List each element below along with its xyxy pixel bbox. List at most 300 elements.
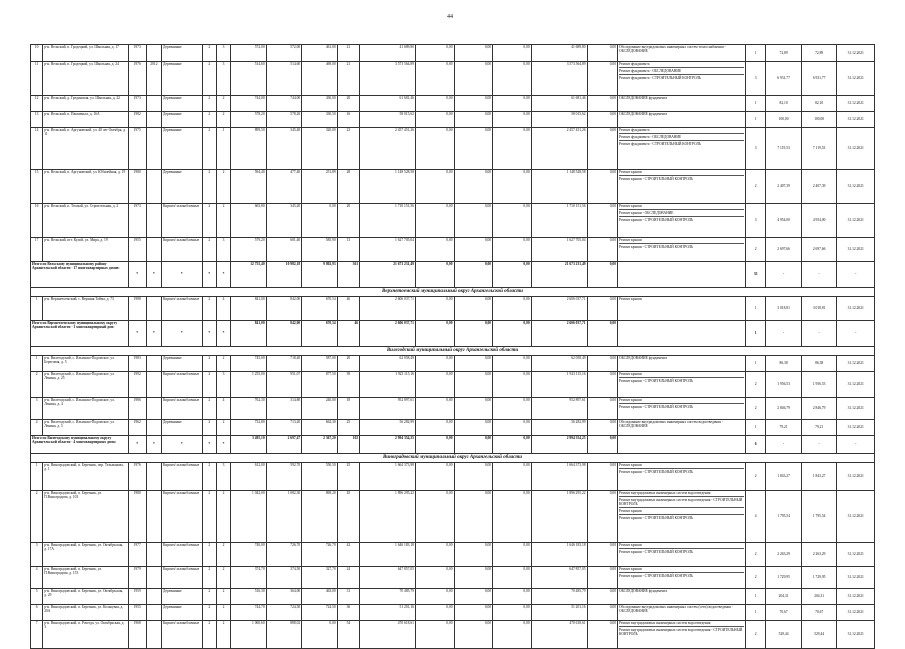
table-cell: Кирпич/ шлакоблочные: [162, 297, 203, 321]
table-row: [31, 62, 875, 96]
table-cell: 4: [216, 398, 230, 420]
table-cell: 61 681,46: [360, 96, 416, 112]
table-cell: р-н. Виноградовский, п. Березник, ул. П.Виноградова, д. 153: [43, 567, 128, 589]
section-title: Виноградовский муниципальный округ Архангельской области: [31, 454, 875, 463]
table-cell: 1980: [128, 170, 146, 204]
table-cell: 46: [337, 321, 359, 347]
table-cell: *: [162, 321, 203, 347]
table-cell: 0,00: [493, 420, 532, 436]
table-cell: 345,20: [266, 204, 302, 238]
table-cell: 0,00: [415, 567, 454, 589]
table-cell: 345,40: [266, 128, 302, 170]
table-cell: 1 646 183,18: [360, 543, 416, 567]
table-cell: 1 646 183,18: [531, 543, 587, 567]
table-cell: Деревянные: [162, 112, 203, 128]
table-cell: 18: [337, 398, 359, 420]
table-cell: р-н. Вельский, п. Гродецкий, ул. Школьная, д. 17: [43, 45, 128, 62]
table-cell: 31.12.2021: [837, 297, 875, 321]
table-cell: 1: [31, 463, 43, 491]
table-cell: 2: [202, 605, 216, 621]
table-cell: 0,00: [493, 321, 532, 347]
building-repair-table: [30, 44, 875, 649]
table-row: [31, 170, 875, 204]
table-cell: [146, 605, 161, 621]
table-cell: 58 015,62: [531, 112, 587, 128]
table-cell: 2 846,79: [801, 398, 837, 420]
work-item: Ремонт крыши: [619, 509, 744, 515]
table-cell: 601,40: [266, 238, 302, 262]
table-cell: 2: [216, 621, 230, 649]
table-cell: 1 627 705,04: [360, 238, 416, 262]
table-cell: 2 407,39: [801, 170, 837, 204]
works-cell: [618, 297, 746, 321]
table-cell: *: [202, 262, 216, 288]
table-cell: 0,00: [415, 204, 454, 238]
table-cell: 740,00: [231, 543, 267, 567]
table-row: [31, 112, 875, 128]
table-cell: 1: [746, 96, 766, 112]
work-item: Ремонт крыши - ОБСЛЕДОВАНИЕ: [619, 211, 744, 217]
table-cell: 1 795,54: [801, 491, 837, 543]
table-cell: р-н. Виноградовский, п. Березник, ул. Кольцевая, д. 20А: [43, 605, 128, 621]
table-cell: 1 729,95: [766, 567, 802, 589]
table-cell: 2012: [146, 62, 161, 96]
table-cell: 745,00: [231, 356, 267, 372]
table-cell: 70,67: [801, 605, 837, 621]
table-cell: [146, 238, 161, 262]
table-cell: р-н. Вилегодский, с. Ильинско-Подомское, ул. Береговая, д. 5: [43, 356, 128, 372]
table-cell: 0,00: [302, 621, 338, 649]
table-cell: 21 673 231,49: [531, 262, 587, 288]
work-item: Ремонт крыши - СТРОИТЕЛЬНЫЙ КОНТРОЛЬ: [619, 245, 694, 250]
section-header-row: [31, 454, 875, 463]
table-cell: 1955: [128, 238, 146, 262]
total-label: Итого по Вельскому муниципальному району Архангельской области - 17 многоквартирных домов:: [31, 262, 129, 288]
table-cell: Деревянные: [162, 96, 203, 112]
table-cell: 1: [216, 128, 230, 170]
table-cell: 2: [746, 372, 766, 398]
table-cell: 0,00: [493, 238, 532, 262]
table-cell: 0,00: [454, 420, 493, 436]
table-cell: 0,00: [415, 96, 454, 112]
table-cell: 578,20: [266, 112, 302, 128]
table-cell: 0,00: [587, 356, 617, 372]
table-cell: 951,07: [266, 372, 302, 398]
table-cell: 1 956,53: [766, 372, 802, 398]
works-cell: [618, 420, 746, 436]
table-cell: 2: [746, 463, 766, 491]
table-cell: р-н. Вилегодский, с. Ильинско-Подомское, ул. Ленина, д. 5: [43, 420, 128, 436]
table-cell: 41 689,80: [360, 45, 416, 62]
table-cell: 0,00: [454, 543, 493, 567]
works-cell: [618, 463, 746, 491]
table-cell: -: [766, 436, 802, 454]
table-cell: 3 018,81: [801, 297, 837, 321]
works-cell: [618, 567, 746, 589]
table-cell: 2: [31, 491, 43, 543]
table-cell: 7 119,53: [801, 128, 837, 170]
work-item: Ремонт крыши - СТРОИТЕЛЬНЫЙ КОНТРОЛЬ: [619, 550, 694, 555]
work-item: Ремонт внутридомовых инженерных систем водоотведения - СТРОИТЕЛЬНЫЙ КОНТРОЛЬ: [619, 498, 744, 508]
works-cell: [618, 128, 746, 170]
table-cell: 70 485,79: [360, 589, 416, 605]
table-cell: 516,30: [231, 589, 267, 605]
table-cell: 1 148 528,58: [360, 170, 416, 204]
table-cell: 13: [337, 238, 359, 262]
table-cell: 1 795,54: [766, 491, 802, 543]
work-item: Ремонт крыши: [619, 238, 744, 244]
section-header-row: [31, 347, 875, 356]
work-item: Ремонт внутридомовых инженерных систем водоотведения - СТРОИТЕЛЬНЫЙ КОНТРОЛЬ: [619, 628, 743, 637]
table-cell: 2: [202, 398, 216, 420]
table-cell: 0,00: [587, 62, 617, 96]
table-cell: 0,00: [454, 621, 493, 649]
table-cell: 2: [202, 356, 216, 372]
table-row: [31, 204, 875, 238]
table-cell: 6 931,77: [766, 62, 802, 96]
works-cell: [618, 621, 746, 649]
table-cell: -: [837, 262, 875, 288]
table-cell: 2: [202, 621, 216, 649]
table-cell: 31.12.2021: [837, 45, 875, 62]
table-cell: р-н. Вельский, пгт. Кулой, ул. Мира, д. 19: [43, 238, 128, 262]
table-cell: 0,00: [587, 543, 617, 567]
table-cell: 585,90: [302, 238, 338, 262]
table-row: [31, 589, 875, 605]
table-cell: 724,50: [302, 605, 338, 621]
table-cell: 31.12.2021: [837, 605, 875, 621]
table-cell: 2 846,79: [766, 398, 802, 420]
table-cell: [146, 372, 161, 398]
table-cell: р-н. Вилегодский, с. Ильинско-Подомское, ул. Ленина, д. 4: [43, 398, 128, 420]
table-cell: 21: [337, 45, 359, 62]
table-cell: [146, 112, 161, 128]
table-cell: 31.12.2021: [837, 567, 875, 589]
table-cell: [146, 398, 161, 420]
table-cell: 364,00: [266, 589, 302, 605]
table-cell: 612,00: [231, 463, 267, 491]
table-cell: -: [837, 321, 875, 347]
table-cell: 82,10: [801, 96, 837, 112]
table-cell: 2: [202, 543, 216, 567]
table-cell: Деревянные: [162, 62, 203, 96]
table-cell: [146, 356, 161, 372]
table-cell: 0,00: [454, 96, 493, 112]
works-cell: [618, 543, 746, 567]
table-cell: 56 282,99: [360, 420, 416, 436]
table-cell: 587,00: [302, 356, 338, 372]
table-cell: 0,00: [587, 420, 617, 436]
table-cell: 6: [31, 605, 43, 621]
works-cell: [618, 605, 746, 621]
work-item: Ремонт фундамента: [619, 62, 744, 68]
table-cell: 1 843,27: [801, 463, 837, 491]
table-cell: р-н. Виноградовский, п. Березник, пер. Тельманова, д. 1: [43, 463, 128, 491]
table-cell: 1 060,60: [231, 621, 267, 649]
table-cell: 1992: [128, 372, 146, 398]
table-cell: 0,00: [493, 567, 532, 589]
table-cell: 2: [216, 491, 230, 543]
table-cell: 888,02: [266, 621, 302, 649]
table-cell: 0,00: [493, 605, 532, 621]
table-cell: 2: [746, 238, 766, 262]
table-cell: 662,30: [302, 420, 338, 436]
table-cell: 0,00: [454, 204, 493, 238]
table-cell: 16: [337, 112, 359, 128]
works-cell: [618, 356, 746, 372]
table-cell: 461,00: [302, 45, 338, 62]
table-cell: 6: [746, 436, 766, 454]
table-cell: 7: [31, 621, 43, 649]
table-cell: 35: [746, 262, 766, 288]
table-cell: 31.12.2021: [837, 238, 875, 262]
table-cell: 1973: [128, 96, 146, 112]
table-cell: 0,00: [587, 128, 617, 170]
work-item: Ремонт крыши: [619, 567, 744, 573]
table-cell: 39: [337, 372, 359, 398]
table-cell: 0,00: [454, 491, 493, 543]
table-cell: 0,00: [493, 436, 532, 454]
table-cell: *: [128, 321, 146, 347]
table-row: [31, 128, 875, 170]
table-cell: 204,31: [766, 589, 802, 605]
work-item: Ремонт фундамента - ОБСЛЕДОВАНИЕ: [619, 135, 744, 141]
table-cell: Кирпич/ шлакоблочные: [162, 204, 203, 238]
table-cell: 952 897,61: [531, 398, 587, 420]
table-cell: 726,70: [302, 543, 338, 567]
table-cell: 550,50: [302, 463, 338, 491]
table-cell: 572,00: [231, 45, 267, 62]
table-cell: *: [146, 321, 161, 347]
total-row: [31, 436, 875, 454]
table-cell: 31.12.2021: [837, 589, 875, 605]
table-cell: 0,00: [493, 62, 532, 96]
table-cell: [146, 96, 161, 112]
table-cell: 330,50: [302, 112, 338, 128]
table-cell: 2: [202, 372, 216, 398]
table-cell: 0,00: [493, 398, 532, 420]
table-cell: 72,89: [766, 45, 802, 62]
table-cell: 2 606 037,71: [531, 297, 587, 321]
table-cell: 42: [337, 543, 359, 567]
table-cell: 320,00: [302, 128, 338, 170]
table-cell: 0,00: [454, 262, 493, 288]
table-cell: -: [766, 321, 802, 347]
table-cell: 0,00: [493, 262, 532, 288]
table-cell: 1 148 528,58: [531, 170, 587, 204]
table-cell: 361: [337, 262, 359, 288]
table-cell: р-н. Вельский, п. Гродецкий, ул. Школьная, д. 24: [43, 62, 128, 96]
table-cell: 4: [216, 297, 230, 321]
table-cell: 1 710 151,56: [531, 204, 587, 238]
table-cell: 0,00: [454, 297, 493, 321]
table-cell: 0,00: [493, 170, 532, 204]
table-cell: 1977: [128, 543, 146, 567]
table-cell: 1: [746, 321, 766, 347]
table-cell: 51 201,16: [360, 605, 416, 621]
table-cell: *: [146, 436, 161, 454]
table-cell: 0,00: [454, 62, 493, 96]
table-cell: 2: [216, 112, 230, 128]
work-item: Ремонт крыши: [619, 398, 744, 404]
table-cell: 514,60: [231, 62, 267, 96]
table-cell: 0,00: [415, 543, 454, 567]
table-cell: 3: [216, 62, 230, 96]
work-item: Ремонт крыши: [619, 463, 744, 469]
table-cell: 842,00: [266, 297, 302, 321]
table-cell: 13: [31, 112, 43, 128]
work-item: Обследование внутридомовых инженерных систем теплоснабжения - ОБСЛЕДОВАНИЕ: [619, 45, 726, 54]
page-number: 44: [447, 14, 453, 20]
table-cell: Кирпич/ шлакоблочные: [162, 372, 203, 398]
table-cell: 0,00: [415, 589, 454, 605]
table-cell: *: [202, 321, 216, 347]
table-cell: 1 843,27: [766, 463, 802, 491]
table-cell: 670,54: [302, 321, 338, 347]
table-cell: 2: [216, 170, 230, 204]
table-cell: 31.12.2021: [837, 62, 875, 96]
table-cell: 2 407,39: [766, 170, 802, 204]
table-cell: 2: [202, 62, 216, 96]
table-cell: 4: [31, 420, 43, 436]
table-cell: Кирпич/ шлакоблочные: [162, 491, 203, 543]
table-cell: 1979: [128, 567, 146, 589]
table-cell: 0,00: [587, 463, 617, 491]
table-cell: 2: [216, 605, 230, 621]
table-cell: 0,00: [454, 372, 493, 398]
table-row: [31, 567, 875, 589]
table-cell: 3: [746, 128, 766, 170]
table-cell: 0,00: [415, 112, 454, 128]
work-item: Ремонт фундамента: [619, 128, 744, 134]
table-cell: 20: [337, 204, 359, 238]
table-cell: 31.12.2021: [837, 491, 875, 543]
table-cell: 6 931,77: [801, 62, 837, 96]
table-cell: 0,00: [454, 321, 493, 347]
table-cell: 0,00: [415, 321, 454, 347]
table-cell: 2: [746, 170, 766, 204]
table-cell: Кирпич/ шлакоблочные: [162, 463, 203, 491]
table-cell: 0,00: [587, 621, 617, 649]
table-cell: 0,00: [454, 112, 493, 128]
work-item: ОБСЛЕДОВАНИЕ фундамента: [619, 356, 668, 360]
table-cell: 3 573 564,89: [360, 62, 416, 96]
table-cell: 0,00: [454, 356, 493, 372]
table-cell: 4 954,00: [801, 204, 837, 238]
table-cell: [146, 45, 161, 62]
table-cell: 2: [216, 589, 230, 605]
table-cell: 251,89: [302, 170, 338, 204]
table-cell: 0,00: [454, 589, 493, 605]
table-row: [31, 491, 875, 543]
table-cell: 0,00: [415, 262, 454, 288]
table-cell: 0,00: [587, 170, 617, 204]
table-cell: р-н. Виноградовский, п. Березник, ул. Октябрьская, д. 17А: [43, 543, 128, 567]
table-cell: 86,38: [801, 356, 837, 372]
table-cell: 0,00: [415, 605, 454, 621]
table-cell: 4: [746, 491, 766, 543]
table-cell: 0,00: [415, 420, 454, 436]
table-cell: 2: [202, 589, 216, 605]
table-cell: 1 255,00: [231, 372, 267, 398]
work-item: Ремонт фундамента - СТРОИТЕЛЬНЫЙ КОНТРОЛЬ: [619, 142, 701, 147]
total-label: Итого по Вилегодскому муниципальному округу Архангельской области - 4 многоквартирных дома:: [31, 436, 129, 454]
table-cell: 0,00: [493, 128, 532, 170]
table-cell: 1: [746, 420, 766, 436]
table-cell: [146, 204, 161, 238]
table-cell: 0,00: [454, 238, 493, 262]
table-cell: 1 923 115,16: [531, 372, 587, 398]
work-item: Ремонт крыши: [619, 372, 744, 378]
table-cell: 0,00: [587, 262, 617, 288]
work-item: Ремонт крыши - СТРОИТЕЛЬНЫЙ КОНТРОЛЬ: [619, 379, 694, 384]
works-cell: [618, 372, 746, 398]
works-cell: [618, 62, 746, 96]
works-cell: [618, 398, 746, 420]
table-cell: 31.12.2021: [837, 420, 875, 436]
table-cell: *: [128, 436, 146, 454]
total-row: [31, 262, 875, 288]
table-cell: -: [766, 262, 802, 288]
work-item: Ремонт крыши - СТРОИТЕЛЬНЫЙ КОНТРОЛЬ: [619, 218, 694, 223]
table-cell: 0,00: [302, 204, 338, 238]
table-cell: 25: [337, 463, 359, 491]
table-cell: 31.12.2021: [837, 621, 875, 649]
table-cell: 2 263,29: [766, 543, 802, 567]
table-cell: 0,00: [493, 204, 532, 238]
table-cell: *: [216, 262, 230, 288]
table-cell: Деревянные: [162, 589, 203, 605]
table-cell: 713,20: [266, 420, 302, 436]
table-cell: [146, 621, 161, 649]
table-cell: *: [216, 436, 230, 454]
works-cell: [618, 589, 746, 605]
table-cell: 841,00: [231, 321, 267, 347]
table-cell: 0,00: [587, 491, 617, 543]
table-cell: 31.12.2021: [837, 128, 875, 170]
table-cell: 58 015,62: [360, 112, 416, 128]
table-cell: 31.12.2021: [837, 372, 875, 398]
table-cell: 72,89: [801, 45, 837, 62]
table-cell: 744,00: [231, 96, 267, 112]
table-cell: 0,00: [415, 463, 454, 491]
table-cell: 1: [31, 356, 43, 372]
table-cell: 12 755,40: [231, 262, 267, 288]
table-cell: 327,70: [302, 567, 338, 589]
table-cell: 31.12.2021: [837, 204, 875, 238]
table-cell: 1: [746, 356, 766, 372]
work-item: Ремонт внутридомовых инженерных систем водоотведения: [619, 491, 744, 497]
table-row: [31, 45, 875, 62]
table-cell: Деревянные: [162, 170, 203, 204]
table-cell: 2: [202, 170, 216, 204]
table-cell: 0,00: [415, 436, 454, 454]
table-cell: 0,00: [415, 62, 454, 96]
table-cell: 514,60: [266, 62, 302, 96]
table-cell: 3: [31, 398, 43, 420]
table-cell: 1973: [128, 45, 146, 62]
table-cell: -: [801, 262, 837, 288]
work-item: ОБСЛЕДОВАНИЕ фундамента: [619, 112, 668, 116]
table-cell: 374,50: [266, 567, 302, 589]
table-cell: 3 018,81: [766, 297, 802, 321]
table-cell: р-н. Вельский, д. Грединская, ул. Школьная, д. 22: [43, 96, 128, 112]
table-cell: 1: [746, 589, 766, 605]
table-cell: [146, 420, 161, 436]
table-cell: 41 689,80: [531, 45, 587, 62]
table-cell: 1 923 115,16: [360, 372, 416, 398]
table-cell: Деревянные: [162, 605, 203, 621]
